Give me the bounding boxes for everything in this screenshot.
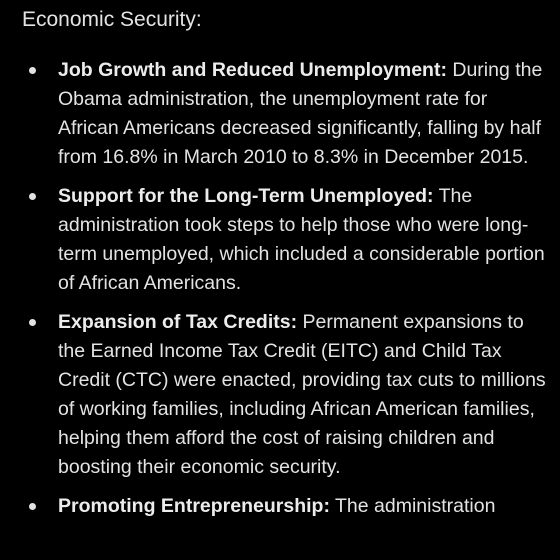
bullet-icon xyxy=(29,67,36,74)
item-lead: Promoting Entrepreneurship: xyxy=(58,495,330,517)
bullet-icon xyxy=(29,319,36,326)
list-item xyxy=(22,492,552,521)
item-lead: Job Growth and Reduced Unemployment: xyxy=(58,59,447,81)
item-lead: Support for the Long-Term Unemployed: xyxy=(58,185,434,207)
response-content xyxy=(22,0,552,531)
bullet-list xyxy=(22,56,552,521)
bullet-icon xyxy=(29,503,36,510)
list-item xyxy=(22,56,552,172)
item-text: The administration xyxy=(329,495,496,517)
item-lead: Expansion of Tax Credits: xyxy=(58,311,298,333)
list-item xyxy=(22,182,552,298)
item-text: Permanent expansions to the Earned Income Tax Credit (EITC) and Child Tax Credit (CTC) were enacted, providing tax cuts to millions of working families, including African American families, helping them afford the cost of raising children and boosting their economic security. xyxy=(58,311,546,478)
section-heading: Economic Security: xyxy=(22,8,202,31)
item-text: During the Obama administration, the unemployment rate for African Americans decreased significantly, falling by half from 16.8% in March 2010 to 8.3% in December 2015. xyxy=(58,59,543,168)
item-text: The administration took steps to help those who were long-term unemployed, which included a considerable portion of African Americans. xyxy=(58,185,545,294)
bullet-icon xyxy=(29,193,36,200)
list-item xyxy=(22,308,552,482)
